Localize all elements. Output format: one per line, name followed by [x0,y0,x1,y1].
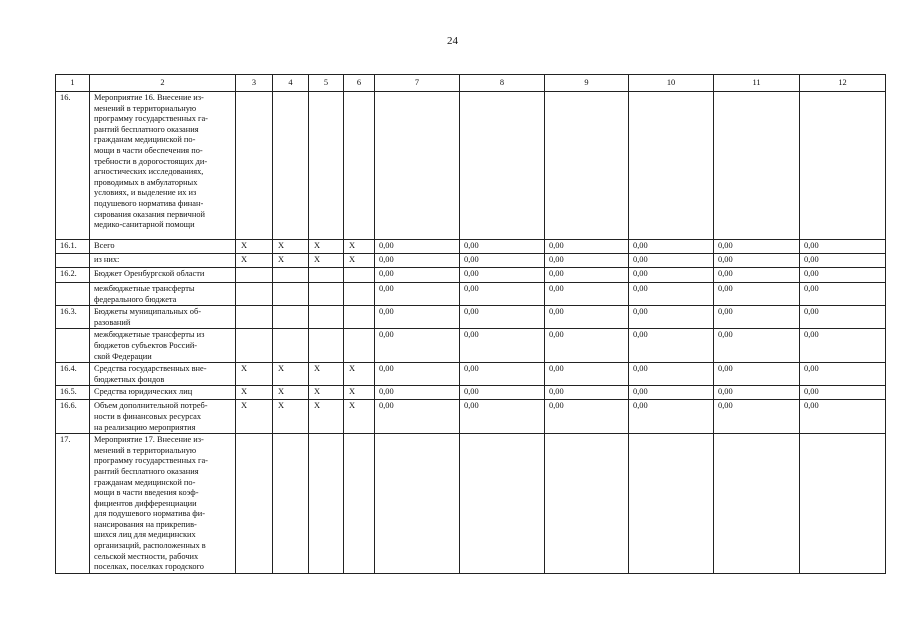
value-cell: X [344,400,375,434]
value-cell: 0,00 [375,363,460,386]
value-cell: 0,00 [545,306,629,329]
value-cell: 0,00 [629,363,714,386]
table-row [56,283,886,306]
value-cell: 0,00 [714,363,800,386]
value-cell: 0,00 [375,283,460,306]
row-number: 16. [56,92,90,240]
value-cell: 0,00 [800,306,886,329]
table-row [56,386,886,400]
value-cell [460,434,545,574]
value-cell: 0,00 [545,283,629,306]
value-cell: X [273,400,309,434]
value-cell [236,329,273,363]
value-cell [273,268,309,283]
value-cell: X [236,386,273,400]
value-cell [545,92,629,240]
value-cell: X [344,363,375,386]
value-cell: 0,00 [714,283,800,306]
value-cell: 0,00 [800,329,886,363]
value-cell: 0,00 [714,240,800,254]
column-header: 11 [714,75,800,92]
value-cell [800,434,886,574]
value-cell: 0,00 [714,254,800,268]
value-cell: 0,00 [629,254,714,268]
event-row [56,434,886,574]
table-row [56,329,886,363]
value-cell: 0,00 [545,254,629,268]
value-cell: 0,00 [629,400,714,434]
value-cell [273,329,309,363]
row-number: 16.3. [56,306,90,329]
value-cell [545,434,629,574]
value-cell: 0,00 [460,283,545,306]
value-cell: 0,00 [460,240,545,254]
value-cell [344,434,375,574]
value-cell [236,92,273,240]
value-cell: 0,00 [800,283,886,306]
value-cell: X [273,254,309,268]
column-header: 10 [629,75,714,92]
value-cell: X [309,254,344,268]
value-cell: 0,00 [375,329,460,363]
value-cell [236,268,273,283]
value-cell: 0,00 [375,240,460,254]
row-number: 16.4. [56,363,90,386]
page-number: 24 [447,35,458,47]
value-cell: X [236,240,273,254]
row-name: Всего [90,240,236,254]
value-cell [344,268,375,283]
value-cell [344,283,375,306]
value-cell: X [344,240,375,254]
value-cell: 0,00 [375,400,460,434]
value-cell: 0,00 [545,400,629,434]
value-cell [309,268,344,283]
value-cell: X [344,386,375,400]
value-cell: X [273,363,309,386]
value-cell [309,434,344,574]
value-cell: 0,00 [800,363,886,386]
event-row [56,92,886,240]
row-name: Мероприятие 16. Внесение из- менений в территориальную программу государственных га- рантий бесплатного оказания гражданам медицинской по- мощи в части обеспечения по- требности в дорогостоящих ди- агностических исследованиях, проводимых в амбулаторных условиях, и выделение их из подушевого норматива финан- сирования оказания первичной медико-санитарной помощи [90,92,236,240]
value-cell: X [309,240,344,254]
value-cell [309,92,344,240]
value-cell [309,306,344,329]
value-cell: 0,00 [714,306,800,329]
row-number: 16.5. [56,386,90,400]
value-cell: 0,00 [545,386,629,400]
value-cell: 0,00 [375,268,460,283]
value-cell [236,283,273,306]
value-cell: 0,00 [460,254,545,268]
value-cell [273,92,309,240]
row-name: Объем дополнительной потреб- ности в финансовых ресурсах на реализацию мероприятия [90,400,236,434]
column-header: 2 [90,75,236,92]
row-number [56,329,90,363]
value-cell: 0,00 [714,386,800,400]
value-cell: 0,00 [629,329,714,363]
table-row [56,363,886,386]
value-cell: 0,00 [460,386,545,400]
value-cell [629,92,714,240]
value-cell: X [236,400,273,434]
row-number: 16.1. [56,240,90,254]
value-cell: 0,00 [460,329,545,363]
value-cell: 0,00 [460,268,545,283]
value-cell [273,283,309,306]
value-cell: 0,00 [460,400,545,434]
table-row [56,240,886,254]
value-cell [375,92,460,240]
row-name: межбюджетные трансферты из бюджетов субъектов Россий- ской Федерации [90,329,236,363]
column-header: 8 [460,75,545,92]
table-row [56,268,886,283]
value-cell: 0,00 [375,254,460,268]
value-cell: 0,00 [800,254,886,268]
value-cell: X [273,240,309,254]
value-cell: 0,00 [375,306,460,329]
value-cell: 0,00 [375,386,460,400]
value-cell [344,92,375,240]
value-cell: 0,00 [629,306,714,329]
value-cell: 0,00 [714,400,800,434]
value-cell: 0,00 [629,283,714,306]
row-name: из них: [90,254,236,268]
value-cell: 0,00 [800,400,886,434]
value-cell [236,306,273,329]
column-header: 1 [56,75,90,92]
value-cell [236,434,273,574]
value-cell [309,329,344,363]
value-cell [309,283,344,306]
value-cell [714,92,800,240]
value-cell [800,92,886,240]
row-number [56,254,90,268]
row-number: 16.6. [56,400,90,434]
value-cell: 0,00 [800,240,886,254]
column-header: 4 [273,75,309,92]
value-cell: 0,00 [545,329,629,363]
budget-table [55,74,886,574]
row-name: Средства юридических лиц [90,386,236,400]
value-cell [344,306,375,329]
value-cell: X [273,386,309,400]
column-header: 9 [545,75,629,92]
value-cell: 0,00 [714,268,800,283]
table-row [56,306,886,329]
value-cell [629,434,714,574]
value-cell: 0,00 [714,329,800,363]
row-number [56,283,90,306]
value-cell: 0,00 [629,240,714,254]
value-cell: 0,00 [800,386,886,400]
value-cell [714,434,800,574]
value-cell [273,306,309,329]
value-cell [460,92,545,240]
value-cell: 0,00 [629,268,714,283]
value-cell: 0,00 [545,268,629,283]
row-name: Мероприятие 17. Внесение из- менений в территориальную программу государственных га- рантий бесплатного оказания гражданам медицинской по- мощи в части введения коэф- фициентов дифференциации для подушевого норматива фи- нансирования на прикрепив- шихся лиц для медицинских организаций, расположенных в сельской местности, рабочих поселках, поселках городского [90,434,236,574]
value-cell: X [309,363,344,386]
column-header: 6 [344,75,375,92]
column-header: 7 [375,75,460,92]
row-name: Бюджеты муниципальных об- разований [90,306,236,329]
value-cell [273,434,309,574]
value-cell: X [236,254,273,268]
value-cell: 0,00 [800,268,886,283]
row-name: Бюджет Оренбургской области [90,268,236,283]
value-cell: 0,00 [629,386,714,400]
column-header: 5 [309,75,344,92]
column-header: 12 [800,75,886,92]
value-cell: 0,00 [460,363,545,386]
value-cell: X [344,254,375,268]
value-cell: 0,00 [545,240,629,254]
table-header-row [56,75,886,92]
value-cell: X [309,386,344,400]
value-cell [344,329,375,363]
value-cell: X [236,363,273,386]
value-cell: 0,00 [545,363,629,386]
column-header: 3 [236,75,273,92]
value-cell: 0,00 [460,306,545,329]
value-cell: X [309,400,344,434]
row-name: межбюджетные трансферты федерального бюджета [90,283,236,306]
row-number: 17. [56,434,90,574]
value-cell [375,434,460,574]
row-number: 16.2. [56,268,90,283]
table-row [56,254,886,268]
row-name: Средства государственных вне- бюджетных фондов [90,363,236,386]
table-row [56,400,886,434]
